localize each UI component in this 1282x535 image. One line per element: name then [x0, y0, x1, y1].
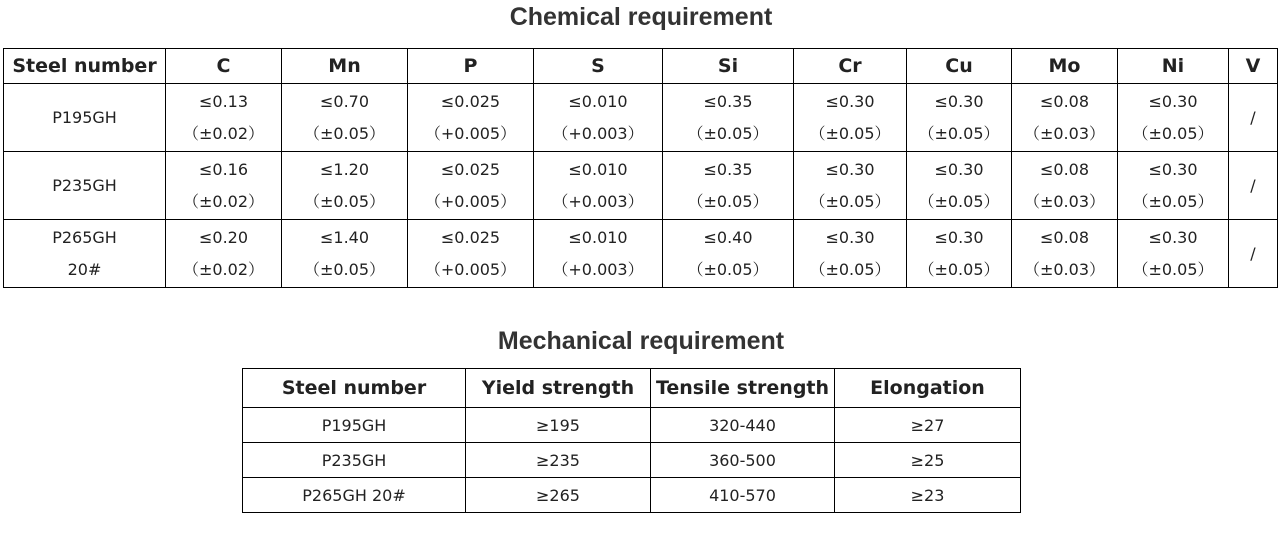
table-row [243, 408, 1021, 443]
mechanical-table [242, 368, 1021, 513]
value-cell: ≤0.20 （±0.02） [166, 220, 282, 288]
table-row [243, 443, 1021, 478]
steel-number-cell: P235GH [4, 152, 166, 220]
chemical-header-row [4, 49, 1278, 84]
value-cell: ≤0.30 （±0.05） [1118, 84, 1229, 152]
value-cell: ≤0.30 （±0.05） [1118, 152, 1229, 220]
table-row [4, 152, 1278, 220]
table-row [4, 220, 1278, 288]
value-cell: ≤0.010 （+0.003） [534, 220, 663, 288]
mechanical-header-row [243, 369, 1021, 408]
value-cell: ≤0.30 （±0.05） [1118, 220, 1229, 288]
steel-number-cell: P195GH [4, 84, 166, 152]
chemical-title: Chemical requirement [509, 3, 773, 31]
mech-header-tensile: Tensile strength [651, 369, 835, 408]
value-cell: ≤0.30 （±0.05） [794, 152, 907, 220]
steel-number-cell: P195GH [243, 408, 466, 443]
steel-number-cell: P235GH [243, 443, 466, 478]
value-cell: ≤0.35 （±0.05） [663, 84, 794, 152]
v-cell: / [1229, 152, 1278, 220]
value-cell: ≤0.30 （±0.05） [907, 220, 1012, 288]
chem-header-steel: Steel number [4, 49, 166, 84]
chem-header-mn: Mn [282, 49, 408, 84]
value-cell: ≤0.30 （±0.05） [794, 84, 907, 152]
steel-number-cell: P265GH 20# [4, 220, 166, 288]
table-row [4, 84, 1278, 152]
tensile-cell: 360-500 [651, 443, 835, 478]
chem-header-c: C [166, 49, 282, 84]
yield-cell: ≥265 [466, 478, 651, 513]
chem-header-p: P [408, 49, 534, 84]
value-cell: ≤0.08 （±0.03） [1012, 220, 1118, 288]
value-cell: ≤0.40 （±0.05） [663, 220, 794, 288]
value-cell: ≤0.025 （+0.005） [408, 152, 534, 220]
value-cell: ≤0.35 （±0.05） [663, 152, 794, 220]
elongation-cell: ≥27 [835, 408, 1021, 443]
value-cell: ≤0.30 （±0.05） [907, 152, 1012, 220]
value-cell: ≤1.20 （±0.05） [282, 152, 408, 220]
value-cell: ≤1.40 （±0.05） [282, 220, 408, 288]
tensile-cell: 410-570 [651, 478, 835, 513]
elongation-cell: ≥23 [835, 478, 1021, 513]
mechanical-title: Mechanical requirement [497, 327, 785, 355]
mech-header-elongation: Elongation [835, 369, 1021, 408]
chem-header-s: S [534, 49, 663, 84]
mech-header-yield: Yield strength [466, 369, 651, 408]
value-cell: ≤0.13 （±0.02） [166, 84, 282, 152]
chem-header-si: Si [663, 49, 794, 84]
mech-header-steel: Steel number [243, 369, 466, 408]
value-cell: ≤0.70 （±0.05） [282, 84, 408, 152]
table-row [243, 478, 1021, 513]
steel-number-cell: P265GH 20# [243, 478, 466, 513]
v-cell: / [1229, 84, 1278, 152]
value-cell: ≤0.010 （+0.003） [534, 152, 663, 220]
chem-header-ni: Ni [1118, 49, 1229, 84]
yield-cell: ≥235 [466, 443, 651, 478]
tensile-cell: 320-440 [651, 408, 835, 443]
value-cell: ≤0.025 （+0.005） [408, 84, 534, 152]
chem-header-v: V [1229, 49, 1278, 84]
value-cell: ≤0.30 （±0.05） [907, 84, 1012, 152]
chemical-table [3, 48, 1278, 288]
chem-header-cu: Cu [907, 49, 1012, 84]
value-cell: ≤0.08 （±0.03） [1012, 152, 1118, 220]
value-cell: ≤0.16 （±0.02） [166, 152, 282, 220]
elongation-cell: ≥25 [835, 443, 1021, 478]
yield-cell: ≥195 [466, 408, 651, 443]
chem-header-cr: Cr [794, 49, 907, 84]
value-cell: ≤0.025 （+0.005） [408, 220, 534, 288]
value-cell: ≤0.010 （+0.003） [534, 84, 663, 152]
chem-header-mo: Mo [1012, 49, 1118, 84]
value-cell: ≤0.30 （±0.05） [794, 220, 907, 288]
value-cell: ≤0.08 （±0.03） [1012, 84, 1118, 152]
v-cell: / [1229, 220, 1278, 288]
